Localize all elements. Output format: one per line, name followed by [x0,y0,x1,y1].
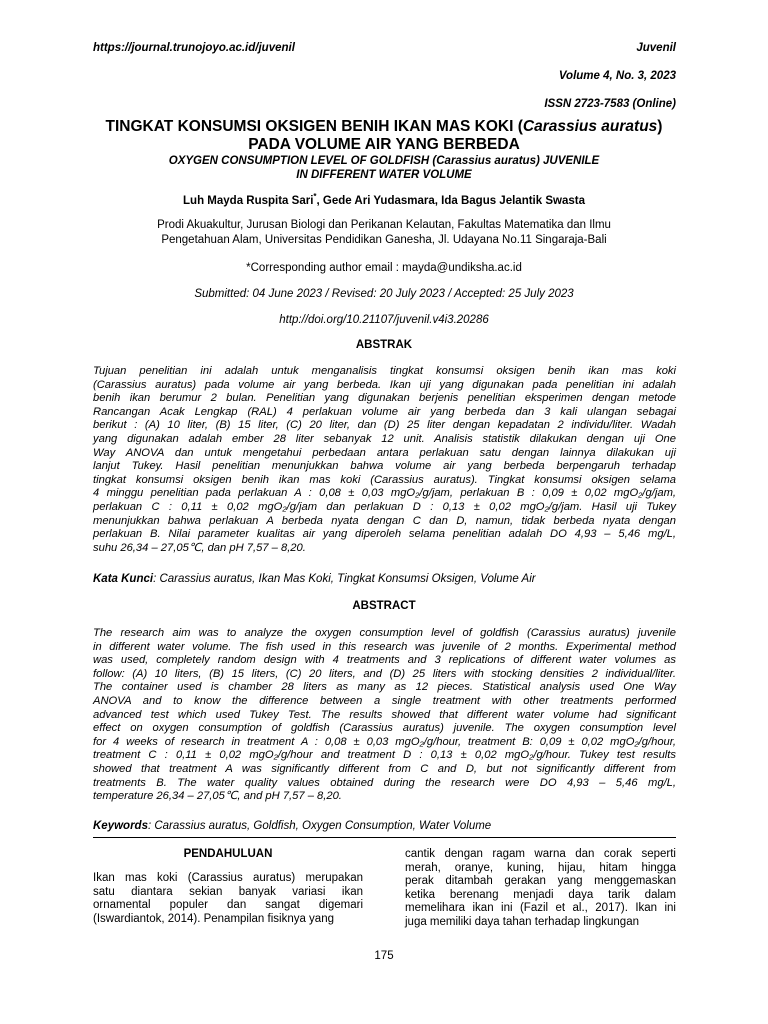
corresponding-mark: * [313,192,317,201]
abstract-line: was used, completely random design with 4 treatments and 3 replications of different water volumes as [93,654,676,667]
title-line-2: PADA VOLUME AIR YANG BERBEDA [248,136,520,153]
english-title-line-2: IN DIFFERENT WATER VOLUME [296,169,472,181]
abstrak-line: 4 minggu penelitian pada perlakuan A : 0,08 ± 0,03 mgO₂/g/jam, perlakuan B : 0,09 ± 0,02 mgO₂/g/jam, [93,487,676,500]
abstract-line: treatments B. The water quality values obtained during the research were DO 4,93 – 5,46 mg/L, [93,776,676,789]
issn: ISSN 2723-7583 (Online) [544,98,676,110]
body-right-column [405,848,676,930]
body-right-line: merah, oranye, kuning, hijau, hitam hingga [405,861,676,874]
abstract-line: temperature 26,34 – 27,05℃, and pH 7,57 – 8,20. [93,790,342,803]
page-number: 175 [374,950,394,962]
title-species: Carassius auratus [522,118,658,135]
abstrak-heading: ABSTRAK [355,339,413,351]
section-divider [93,837,676,838]
body-right-line: ketika berenang menjadi daya tarik dalam [405,888,676,901]
title-close: ) [657,118,663,135]
abstract-line: The research aim was to analyze the oxygen consumption level of goldfish (Carassius auratus) juvenile [93,627,676,639]
title-line-1 [90,118,678,136]
abstrak-line: Way ANOVA dan untuk mengetahui perbedaan antara perlakuan satu dengan lainnya dilakukan uji [93,446,676,459]
keywords [93,820,676,832]
abstrak-line: Tujuan penelitian ini adalah untuk menganalisis tingkat konsumsi oksigen benih ikan mas koki [93,365,676,377]
doi-link[interactable]: http://doi.org/10.21107/juvenil.v4i3.20286 [279,314,489,326]
abstrak-line: perlakuan C : 0,11 ± 0,02 mgO₂/g/jam dan perlakuan D : 0,13 ± 0,02 mgO₂/g/jam. Hasil uji Tukey [93,500,676,513]
kata-kunci [93,573,676,585]
abstract-line: showed that treatment A was significantly different from C and D, but not significantly different from [93,762,676,775]
abstract-line: for 4 weeks of research in treatment A : 0,08 ± 0,03 mgO₂/g/hour, treatment B: 0,09 ± 0,02 mgO₂/g/hour, [93,735,676,748]
abstrak-line: Rancangan Acak Lengkap (RAL) 4 perlakuan volume air yang berbeda dan 3 kali ulangan sebagai [93,405,676,418]
body-left-line: ornamental populer dan sangat digemari [93,899,363,912]
abstrak-line: perlakuan B. Nilai parameter kualitas air yang diperoleh selama penelitian adalah DO 4,93 – 5,46 mg/L, [93,528,676,541]
abstract-line: follow: (A) 10 liters, (B) 15 liters, (C) 20 liters, and (D) 25 liters with stocking densities 2 individual/liter. [93,667,676,680]
journal-url[interactable]: https://journal.trunojoyo.ac.id/juvenil [93,42,295,54]
submission-dates: Submitted: 04 June 2023 / Revised: 20 July 2023 / Accepted: 25 July 2023 [194,288,574,300]
body-right-line: perak ditambah gerakan yang menggemaskan [405,875,676,888]
abstract-body [93,627,676,804]
body-left-line: (Iswardiantok, 2014). Penampilan fisiknya yang [93,912,334,925]
abstract-line: ANOVA and to know the difference between a single treatment with other treatments performed [93,694,676,707]
abstrak-body [93,365,676,555]
body-left-line: Ikan mas koki (Carassius auratus) merupakan [93,872,363,884]
abstract-line: treatment C : 0,11 ± 0,02 mgO₂/g/hour and treatment D : 0,13 ± 0,02 mgO₂/g/hour. Tukey test results [93,749,676,762]
keywords-label: Keywords [93,820,148,832]
abstract-line: effect on oxygen consumption of goldfish (Carassius auratus) juvenile. The oxygen consumption level [93,722,676,735]
abstract-line: advanced test which used Tukey Test. The results showed that different water volume had significant [93,708,676,721]
corresponding-email: *Corresponding author email : mayda@undiksha.ac.id [246,262,522,274]
body-right-line: cantik dengan ragam warna dan corak seperti [405,848,676,860]
body-left-column [93,872,363,926]
affiliation-line-2: Pengetahuan Alam, Universitas Pendidikan Ganesha, Jl. Udayana No.11 Singaraja-Bali [161,234,607,246]
abstrak-line: yang digunakan adalah ember 28 liter sebanyak 12 unit. Analisis statistik dilakukan dengan uji One [93,432,676,445]
abstrak-line: tingkat konsumsi oksigen benih ikan mas koki (Carassius auratus). Tingkat konsumsi oksigen selama [93,473,676,486]
abstract-line: in different water volume. The fish used in this research was juvenile of 2 months. Experimental method [93,640,676,653]
abstrak-line: lanjut Tukey. Hasil penelitian menunjukkan bahwa volume air yang berbeda berpengaruh terhadap [93,460,676,473]
keywords-text: : Carassius auratus, Goldfish, Oxygen Consumption, Water Volume [147,820,492,832]
abstrak-line: (Carassius auratus) pada volume air yang berbeda. Ikan uji yang digunakan pada penelitian ini adalah [93,378,676,391]
authors [90,192,678,207]
english-title-line-1: OXYGEN CONSUMPTION LEVEL OF GOLDFISH (Carassius auratus) JUVENILE [168,155,600,167]
kata-kunci-label: Kata Kunci [93,573,154,585]
abstract-line: The container used is chamber 28 liters as many as 12 pieces. Statistical analysis used One Way [93,681,676,694]
body-right-line: juga memiliki daya tahan terhadap lingkungan [405,915,639,928]
journal-name: Juvenil [636,42,676,54]
body-right-line: memelihara ikan ini (Fazil et al., 2017). Ikan ini [405,902,676,915]
abstrak-line: benih ikan berumur 2 bulan. Penelitian yang digunakan berjenis penelitian eksperimen dengan metode [93,392,676,405]
title-text: TINGKAT KONSUMSI OKSIGEN BENIH IKAN MAS KOKI ( [105,118,523,135]
affiliation-line-1: Prodi Akuakultur, Jurusan Biologi dan Perikanan Kelautan, Fakultas Matematika dan Ilmu [157,219,611,231]
abstrak-line: berikut : (A) 10 liter, (B) 15 liter, (C) 20 liter, dan (D) 25 liter dengan kepadatan 2 individu/liter. Wadah [93,419,676,432]
pendahuluan-heading: PENDAHULUAN [183,848,273,860]
abstract-heading: ABSTRACT [352,600,416,612]
author-first: Luh Mayda Ruspita Sari [183,194,314,207]
kata-kunci-text: : Carassius auratus, Ikan Mas Koki, Tingkat Konsumsi Oksigen, Volume Air [153,573,536,585]
abstrak-line: suhu 26,34 – 27,05℃, dan pH 7,57 – 8,20. [93,541,306,554]
body-left-line: satu diantara sekian banyak variasi ikan [93,885,363,898]
author-others: , Gede Ari Yudasmara, Ida Bagus Jelantik Swasta [316,194,585,207]
volume-info: Volume 4, No. 3, 2023 [558,70,676,82]
abstrak-line: menunjukkan bahwa perlakuan A berbeda nyata dengan C dan D, namun, tidak berbeda nyata dengan [93,514,676,527]
